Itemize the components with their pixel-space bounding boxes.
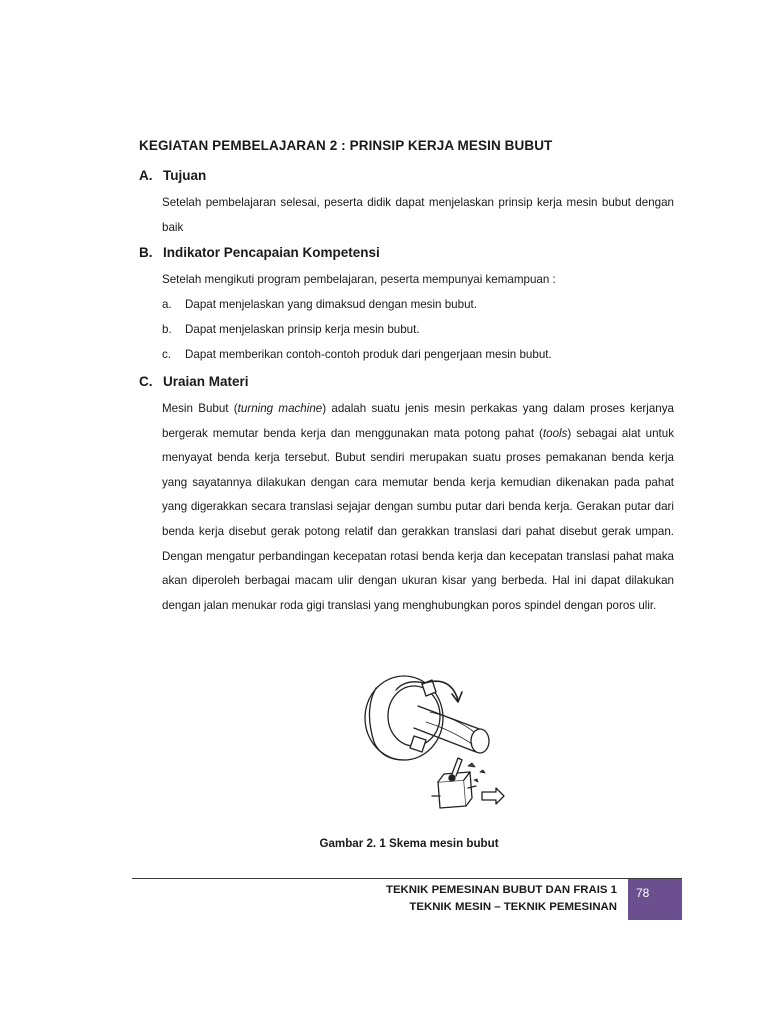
list-text: Dapat memberikan contoh-contoh produk dari pengerjaan mesin bubut.: [185, 348, 552, 361]
para-text: ) sebagai alat untuk menyayat benda kerja tersebut. Bubut sendiri merupakan suatu proses pemakanan benda kerja yang sayatannya dilakukan dengan cara memutar benda kerja kemudian dikenakan pada pahat yang digerakkan secara translasi sejajar dengan sumbu putar dari benda kerja. Gerakan putar dari benda kerja disebut gerak potong relatif dan gerakkan translasi dari pahat disebut gerak umpan. Dengan mengatur perbandingan kecepatan rotasi benda kerja dan kecepatan translasi pahat maka akan diperoleh berbagai macam ulir dengan ukuran kisar yang berbeda. Hal ini dapat dilakukan dengan jalan menukar roda gigi translasi yang menghubungkan poros spindel dengan poros ulir.: [162, 426, 674, 612]
section-b-title: Indikator Pencapaian Kompetensi: [163, 245, 380, 260]
footer-book-title: TEKNIK PEMESINAN BUBUT DAN FRAIS 1: [386, 884, 617, 896]
section-c-letter: C.: [139, 374, 153, 389]
section-b-heading: [139, 245, 380, 260]
list-marker: c.: [162, 348, 172, 361]
figure-caption: Gambar 2. 1 Skema mesin bubut: [319, 837, 499, 850]
section-b-intro: Setelah mengikuti program pembelajaran, peserta mempunyai kemampuan :: [162, 273, 556, 286]
section-b-letter: B.: [139, 245, 153, 260]
section-a-heading: [139, 168, 206, 183]
section-a-paragraph: Setelah pembelajaran selesai, peserta didik dapat menjelaskan prinsip kerja mesin bubut dengan baik: [162, 196, 674, 234]
para-italic-term: tools: [542, 426, 568, 440]
footer-program-name: TEKNIK MESIN – TEKNIK PEMESINAN: [409, 901, 617, 913]
section-a-letter: A.: [139, 168, 153, 183]
lathe-schematic-illustration: [356, 670, 506, 820]
para-italic-term: turning machine: [237, 402, 323, 415]
list-marker: b.: [162, 323, 172, 336]
list-item: [162, 298, 477, 311]
page-title: KEGIATAN PEMBELAJARAN 2 : PRINSIP KERJA MESIN BUBUT: [139, 138, 553, 153]
page-number-box: [628, 879, 682, 920]
list-text: Dapat menjelaskan yang dimaksud dengan mesin bubut.: [185, 298, 477, 311]
section-a-title: Tujuan: [163, 168, 207, 183]
list-marker: a.: [162, 298, 172, 311]
section-c-paragraph: [162, 397, 674, 618]
list-text: Dapat menjelaskan prinsip kerja mesin bubut.: [185, 323, 420, 336]
section-c-heading: [139, 374, 249, 389]
footer-divider: [132, 878, 682, 879]
page-number: 78: [636, 886, 650, 900]
list-item: [162, 348, 552, 361]
para-text: ) adalah suatu jenis mesin perkakas yang dalam proses kerjanya bergerak memutar benda kerja dan menggunakan mata potong pahat (: [162, 402, 674, 440]
list-item: [162, 323, 420, 336]
section-c-title: Uraian Materi: [163, 374, 249, 389]
para-text: Mesin Bubut (: [162, 402, 238, 415]
